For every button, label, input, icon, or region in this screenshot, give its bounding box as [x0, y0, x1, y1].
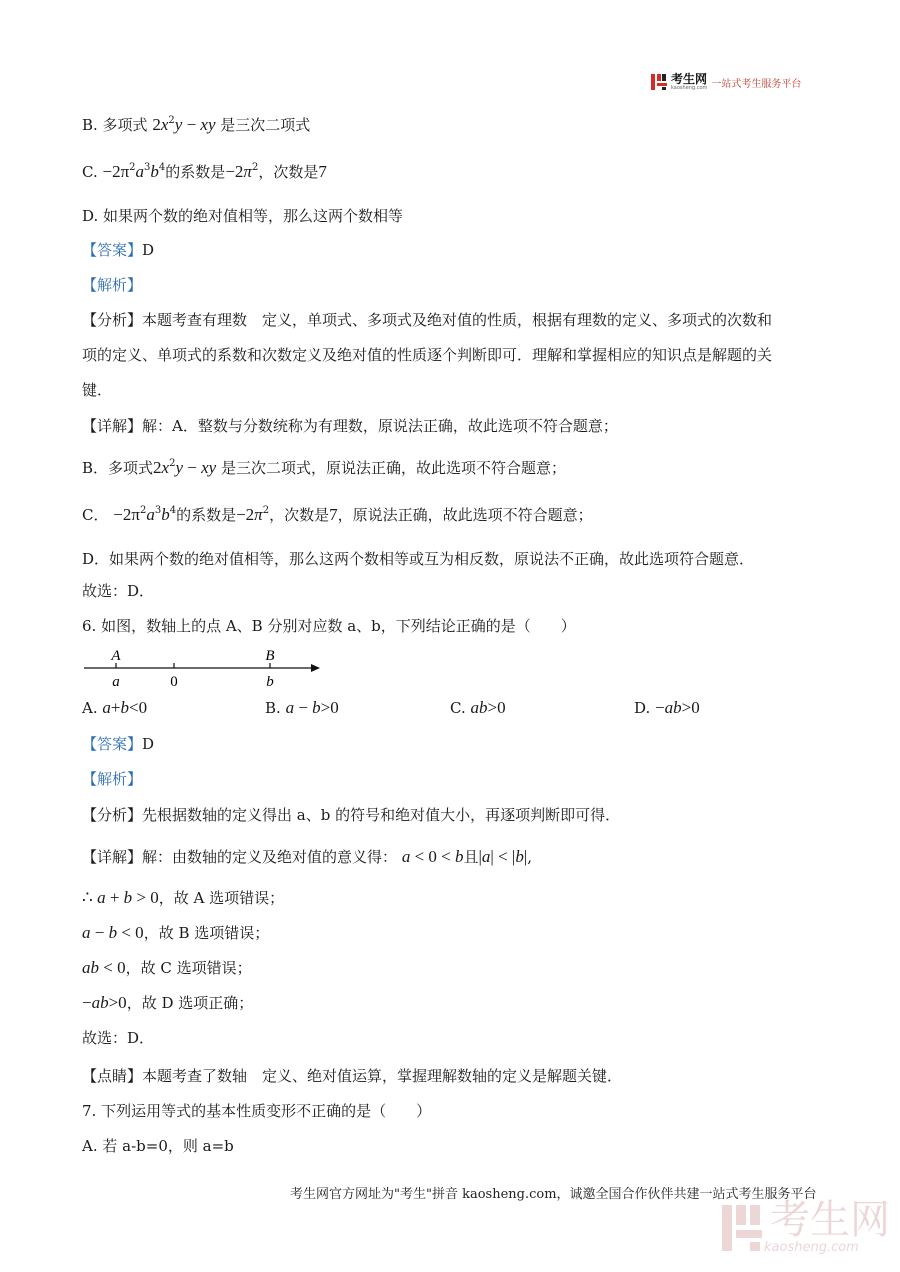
q5-b-text: B. 多项式 [82, 116, 148, 134]
q5-option-b [82, 115, 310, 135]
dianjing-tag: 【点睛】 [82, 1067, 143, 1085]
xj-b-text: 是三次二项式，原说法正确，故此选项不符合题意； [220, 459, 566, 477]
q6-option-c [450, 698, 506, 718]
q5-choose: 故选：D． [82, 582, 155, 600]
line-text: ，故 B 选项错误； [143, 924, 270, 942]
formula: ab < 0 [82, 958, 126, 977]
point-a-label: A [111, 648, 121, 664]
q6-option-d [634, 698, 700, 718]
formula: $-2\pi^2$ [225, 162, 259, 181]
q5-xiangjie-d: D．如果两个数的绝对值相等，那么这两个数相等或互为相反数，原说法不正确，故此选项符合题意． [82, 550, 755, 568]
fenxi-text: 本题考查有理数 定义，单项式、多项式及绝对值的性质，根据有理数的定义、多项式的次数和 [142, 311, 773, 329]
q6-answer [82, 734, 154, 754]
xj-c-text: 的系数是 [176, 506, 237, 524]
dianjing-text: 本题考查了数轴 定义、绝对值运算，掌握理解数轴的定义是解题关键． [142, 1067, 623, 1085]
line-text: ，故 D 选项正确； [126, 994, 254, 1012]
option-label: A. [82, 699, 98, 717]
q5-xiangjie-a [82, 416, 618, 436]
analysis-tag: 【解析】 [82, 770, 143, 788]
q6-analysis-tag [82, 769, 142, 789]
formula: a − b < 0 [82, 923, 144, 942]
answer-tag: 【答案】 [82, 241, 143, 259]
xj-b-label: B．多项式 [82, 459, 154, 477]
q6-line3 [82, 958, 252, 978]
formula: −ab>0 [82, 993, 127, 1012]
xiangjie-tag: 【详解】 [82, 417, 143, 435]
q5-fenxi-line1 [82, 310, 772, 330]
formula: a+b<0 [102, 698, 148, 717]
formula: |a| < |b|, [478, 847, 533, 866]
q6-stem: 6. 如图，数轴上的点 A、B 分别对应数 a、b，下列结论正确的是（ ） [82, 617, 576, 635]
option-label: C. [450, 699, 466, 717]
q7-option-a: A. 若 a-b=0，则 a=b [82, 1137, 234, 1155]
formula: $-2\pi^2a^3b^4$ [102, 162, 166, 181]
answer-tag: 【答案】 [82, 735, 143, 753]
q5-c-text2: ，次数是 [258, 163, 319, 181]
q6-choose: 故选：D． [82, 1029, 155, 1047]
formula: $2x^2y$ − xy [153, 458, 217, 477]
value-a-label: a [112, 674, 120, 690]
logo-domain: kaosheng.com [671, 85, 708, 91]
value-zero-label: 0 [170, 674, 178, 690]
xj-c-label: C． [82, 506, 109, 524]
page-footer: 考生网官方网址为"考生"拼音 kaosheng.com，诚邀全国合作伙伴共建一站式考生服务平台 [290, 1187, 817, 1202]
q5-c-label: C. [82, 163, 98, 181]
value-b-label: b [266, 674, 274, 690]
q6-line1 [82, 888, 284, 908]
xiangjie-and: 且 [463, 848, 479, 866]
site-logo [650, 73, 801, 91]
watermark [720, 1197, 890, 1255]
point-b-label: B [265, 648, 275, 664]
q5-c-text: 的系数是 [165, 163, 226, 181]
xj-c-degree: 7 [329, 505, 338, 524]
arrow-right-icon [311, 664, 320, 672]
q5-option-c [82, 162, 327, 182]
analysis-tag: 【解析】 [82, 276, 143, 294]
q6-dianjing [82, 1066, 622, 1086]
answer-value: D [142, 241, 155, 259]
q5-fenxi-line2: 项的定义、单项式的系数和次数定义及绝对值的性质逐个判断即可．理解和掌握相应的知识点是解题的关 [82, 346, 773, 364]
option-label: D. [634, 699, 651, 717]
q6-option-b [265, 698, 339, 718]
xj-c-text2: ，次数是 [269, 506, 330, 524]
formula: $2x^2y$ − xy [152, 115, 216, 134]
line-text: ，故 A 选项错误； [158, 889, 285, 907]
q5-answer [82, 240, 154, 260]
formula: −ab>0 [655, 698, 700, 717]
number-line-figure [82, 644, 332, 690]
q5-analysis-tag [82, 275, 142, 295]
q5-xiangjie-b [82, 458, 566, 478]
q6-fenxi [82, 805, 620, 825]
fenxi-tag: 【分析】 [82, 311, 143, 329]
formula: ∴ a + b > 0 [82, 888, 159, 907]
fenxi-text: 先根据数轴的定义得出 a、b 的符号和绝对值大小，再逐项判断即可得． [142, 806, 621, 824]
watermark-logo-icon [720, 1203, 764, 1253]
q6-line4 [82, 993, 253, 1013]
xj-c-text3: ，原说法正确，故此选项不符合题意； [337, 506, 593, 524]
xiangjie-text: 解：由数轴的定义及绝对值的意义得： [142, 848, 398, 866]
q5-fenxi-line3: 键． [82, 381, 113, 399]
q6-xiangjie [82, 847, 532, 867]
logo-slogan: 一站式考生服务平台 [711, 78, 802, 90]
option-label: B. [265, 699, 281, 717]
formula: ab>0 [470, 698, 506, 717]
q5-option-d: D. 如果两个数的绝对值相等，那么这两个数相等 [82, 207, 404, 225]
line-text: ，故 C 选项错误； [125, 959, 252, 977]
logo-icon [650, 73, 668, 91]
q6-line2 [82, 923, 269, 943]
answer-value: D [142, 735, 155, 753]
q5-b-text-end: 是三次二项式 [220, 116, 311, 134]
logo-brand: 考生网 [671, 72, 708, 86]
formula: $-2\pi^2a^3b^4$ [113, 505, 177, 524]
xiangjie-tag: 【详解】 [82, 848, 143, 866]
q5-c-degree: 7 [318, 162, 327, 181]
formula: a < 0 < b [401, 847, 464, 866]
formula: a − b>0 [285, 698, 339, 717]
fenxi-tag: 【分析】 [82, 806, 143, 824]
watermark-text: 考生网 [770, 1197, 890, 1243]
watermark-domain: kaosheng.com [764, 1240, 859, 1255]
q5-xiangjie-c [82, 505, 593, 525]
formula: $-2\pi^2$ [236, 505, 270, 524]
q7-stem: 7. 下列运用等式的基本性质变形不正确的是（ ） [82, 1102, 432, 1120]
xiangjie-text: 解：A．整数与分数统称为有理数，原说法正确，故此选项不符合题意； [142, 417, 618, 435]
q6-option-a [82, 698, 147, 718]
